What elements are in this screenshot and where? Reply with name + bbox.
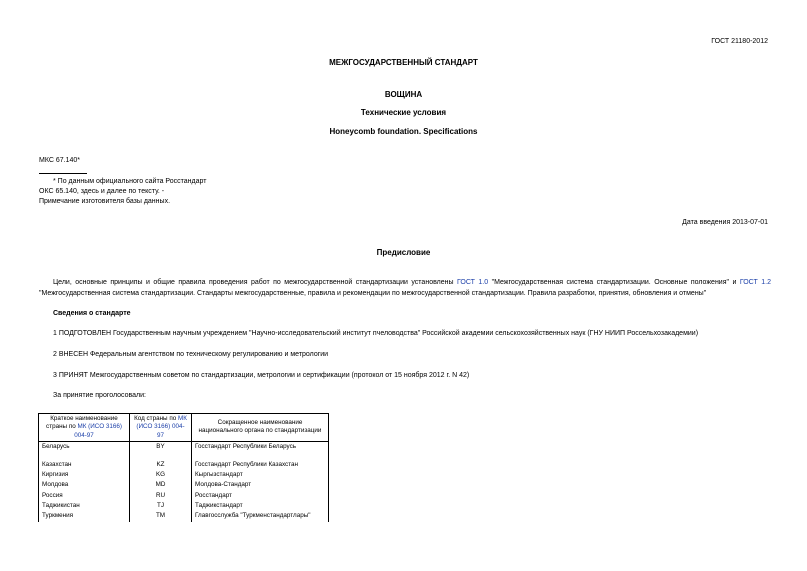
- cell-code: MD: [130, 480, 192, 490]
- cell-country: Таджикистан: [39, 501, 130, 511]
- footnote-line: * По данным официального сайта Росстандарт: [53, 178, 207, 185]
- cell-code: BY: [130, 441, 192, 460]
- preface-paragraph: [39, 278, 771, 299]
- cell-body: Кыргызстандарт: [192, 470, 329, 480]
- table-row: [39, 480, 329, 490]
- cell-body: Госстандарт Республики Беларусь: [192, 441, 329, 460]
- footnote-divider: [39, 173, 87, 174]
- cell-code: RU: [130, 491, 192, 501]
- cell-body: Росстандарт: [192, 491, 329, 501]
- footnote-line: ОКС 65.140, здесь и далее по тексту. -: [39, 188, 165, 195]
- table-header-row: [39, 414, 329, 442]
- cell-country: Казахстан: [39, 460, 130, 470]
- document-code: ГОСТ 21180-2012: [711, 38, 768, 45]
- voting-table: [38, 413, 329, 522]
- standard-kind: МЕЖГОСУДАРСТВЕННЫЙ СТАНДАРТ: [329, 58, 478, 67]
- cell-country: Киргизия: [39, 470, 130, 480]
- table-row: [39, 491, 329, 501]
- cell-country: Беларусь: [39, 441, 130, 460]
- standard-english-title: Honeycomb foundation. Specifications: [329, 127, 478, 136]
- info-item-2: 2 ВНЕСЕН Федеральным агентством по техническому регулированию и метрологии: [53, 351, 329, 358]
- table-row: [39, 511, 329, 521]
- header-country: [39, 414, 130, 442]
- cell-code: TM: [130, 511, 192, 521]
- cell-body: Главгосслужба "Туркменстандартлары": [192, 511, 329, 521]
- cell-body: Таджикстандарт: [192, 501, 329, 511]
- gost-1-0-link[interactable]: ГОСТ 1.0: [456, 279, 489, 286]
- header-national-body: Сокращенное наименование национального органа по стандартизации: [192, 414, 329, 442]
- preface-heading: Предисловие: [376, 248, 431, 257]
- voting-intro: За принятие проголосовали:: [53, 392, 146, 399]
- cell-country: Россия: [39, 491, 130, 501]
- introduction-date: Дата введения 2013-07-01: [682, 219, 768, 226]
- header-code: [130, 414, 192, 442]
- standard-name: ВОЩИНА: [384, 90, 423, 99]
- cell-body: Госстандарт Республики Казахстан: [192, 460, 329, 470]
- cell-country: Молдова: [39, 480, 130, 490]
- standard-subtitle: Технические условия: [360, 108, 447, 117]
- mk-iso-link[interactable]: МК (ИСО 3166) 004-97: [74, 423, 122, 439]
- cell-country: Туркмения: [39, 511, 130, 521]
- paragraph-text: "Межгосударственная система стандартизации. Основные положения" и: [488, 279, 740, 286]
- info-item-1: 1 ПОДГОТОВЛЕН Государственным научным учреждением "Научно-исследовательский институт пчеловодства" Российской академии сельскохозяйственных наук (ГНУ НИИП Россельхозакадемии): [53, 330, 699, 337]
- table-row: [39, 460, 329, 470]
- paragraph-text: Цели, основные принципы и общие правила проведения работ по межгосударственной стандартизации установлены: [53, 279, 457, 286]
- cell-body: Молдова-Стандарт: [192, 480, 329, 490]
- gost-1-2-link[interactable]: ГОСТ 1.2: [739, 279, 771, 286]
- info-item-3: 3 ПРИНЯТ Межгосударственным советом по стандартизации, метрологии и сертификации (протокол от 15 ноября 2012 г. N 42): [53, 372, 470, 379]
- mk-iso-link[interactable]: МК (ИСО 3166) 004-97: [136, 415, 187, 439]
- cell-code: KG: [130, 470, 192, 480]
- header-text: Краткое наименование страны по: [46, 415, 118, 431]
- table-row: [39, 501, 329, 511]
- table-row: [39, 470, 329, 480]
- cell-code: KZ: [130, 460, 192, 470]
- table-row: [39, 441, 329, 460]
- standard-info-heading: Сведения о стандарте: [53, 310, 131, 317]
- footnote-line: Примечание изготовителя базы данных.: [39, 198, 171, 205]
- cell-code: TJ: [130, 501, 192, 511]
- header-text: Код страны по: [134, 415, 178, 422]
- mks-code: МКС 67.140*: [39, 157, 80, 164]
- paragraph-text: "Межгосударственная система стандартизации. Стандарты межгосударственные, правила и рекомендации по межгосударственной стандартизации. Правила разработки, принятия, обновления и отмены": [39, 289, 707, 297]
